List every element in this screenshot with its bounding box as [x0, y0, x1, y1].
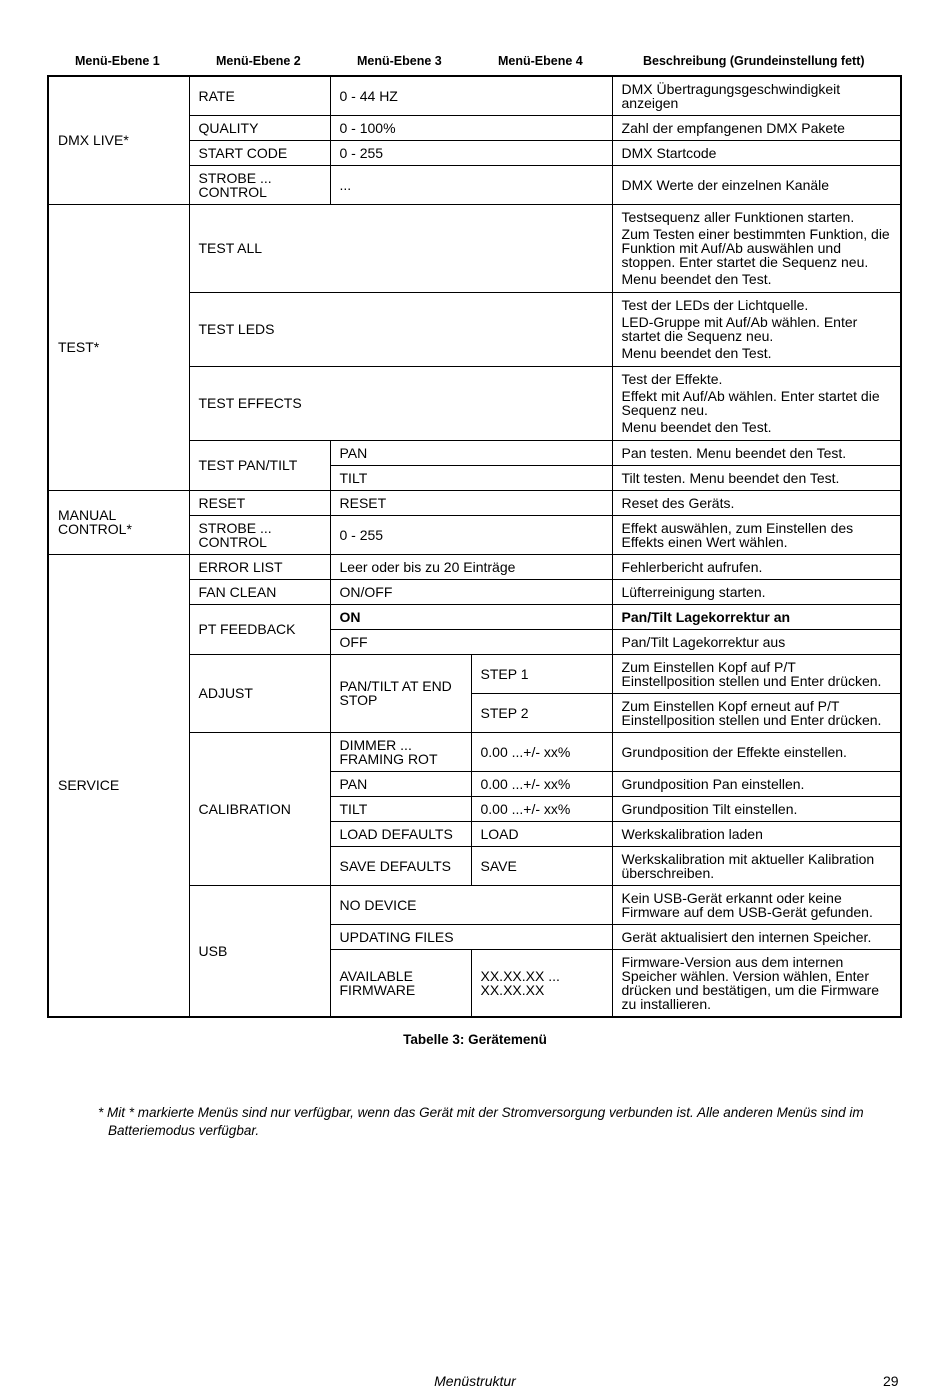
menu-level2-cell: TEST PAN/TILT — [189, 440, 330, 490]
menu-level3-cell: LOAD DEFAULTS — [330, 821, 471, 846]
description-cell: Zum Einstellen Kopf auf P/T Einstellposition stellen und Enter drücken. — [612, 654, 901, 693]
menu-level3-cell: TILT — [330, 796, 471, 821]
device-menu-table — [47, 75, 902, 1018]
menu-level3-cell: AVAILABLE FIRMWARE — [330, 949, 471, 1017]
description-line: Test der Effekte. — [621, 371, 723, 387]
menu-level4-cell: XX.XX.XX ... XX.XX.XX — [471, 949, 612, 1017]
menu-level3-cell: OFF — [330, 629, 612, 654]
menu-level4-cell: LOAD — [471, 821, 612, 846]
menu-level1-test: TEST* — [48, 204, 189, 490]
menu-level3-cell: ON/OFF — [330, 579, 612, 604]
menu-level4-cell: 0.00 ...+/- xx% — [471, 732, 612, 771]
menu-level3-cell: DIMMER ... FRAMING ROT — [330, 732, 471, 771]
description-cell: Pan/Tilt Lagekorrektur aus — [612, 629, 901, 654]
description-cell: Pan testen. Menu beendet den Test. — [612, 440, 901, 465]
table-row — [48, 204, 901, 292]
description-line: Test der LEDs der Lichtquelle. — [621, 297, 809, 313]
column-header-level-4: Menü-Ebene 4 — [498, 54, 583, 68]
menu-level2-cell: STROBE ... CONTROL — [189, 165, 330, 204]
description-cell — [612, 366, 901, 440]
description-cell: Werkskalibration mit aktueller Kalibration überschreiben. — [612, 846, 901, 885]
description-cell: Grundposition Pan einstellen. — [612, 771, 901, 796]
description-line: Testsequenz aller Funktionen starten. — [621, 209, 855, 225]
menu-level3-cell: 0 - 44 HZ — [330, 76, 612, 115]
menu-level1-manual-control: MANUAL CONTROL* — [48, 490, 189, 554]
menu-level4-cell: STEP 1 — [471, 654, 612, 693]
description-cell: DMX Startcode — [612, 140, 901, 165]
menu-level2-cell: START CODE — [189, 140, 330, 165]
menu-level3-cell: 0 - 255 — [330, 140, 612, 165]
description-line: Menu beendet den Test. — [621, 419, 772, 435]
menu-level3-cell: PAN — [330, 440, 612, 465]
menu-level2-cell: ADJUST — [189, 654, 330, 732]
description-line: Zum Testen einer bestimmten Funktion, die Funktion mit Auf/Ab auswählen und stoppen. Enter startet die Sequenz neu. — [621, 226, 890, 270]
table-row — [48, 76, 901, 115]
menu-level2-cell: CALIBRATION — [189, 732, 330, 885]
footnote: * Mit * markierte Menüs sind nur verfügbar, wenn das Gerät mit der Stromversorgung verbunden ist. Alle anderen Menüs sind im Batteriemodus verfügbar. — [98, 1105, 864, 1138]
footer-section-title: Menüstruktur — [434, 1373, 516, 1389]
menu-level4-cell: STEP 2 — [471, 693, 612, 732]
menu-level1-service: SERVICE — [48, 554, 189, 1017]
description-cell: Kein USB-Gerät erkannt oder keine Firmware auf dem USB-Gerät gefunden. — [612, 885, 901, 924]
description-cell: Werkskalibration laden — [612, 821, 901, 846]
menu-level4-cell: SAVE — [471, 846, 612, 885]
description-cell: Grundposition Tilt einstellen. — [612, 796, 901, 821]
menu-level2-cell: QUALITY — [189, 115, 330, 140]
menu-level2-cell: TEST LEDS — [189, 292, 612, 366]
menu-level3-cell: Leer oder bis zu 20 Einträge — [330, 554, 612, 579]
menu-level3-cell: PAN/TILT AT END STOP — [330, 654, 471, 732]
description-cell: Gerät aktualisiert den internen Speicher. — [612, 924, 901, 949]
menu-level2-cell: TEST ALL — [189, 204, 612, 292]
description-line: LED-Gruppe mit Auf/Ab wählen. Enter startet die Sequenz neu. — [621, 314, 858, 344]
menu-level3-cell: TILT — [330, 465, 612, 490]
description-line: Effekt mit Auf/Ab wählen. Enter startet die Sequenz neu. — [621, 388, 880, 418]
menu-level2-cell: FAN CLEAN — [189, 579, 330, 604]
menu-level3-cell: RESET — [330, 490, 612, 515]
table-caption: Tabelle 3: Gerätemenü — [403, 1032, 547, 1047]
column-header-level-1: Menü-Ebene 1 — [75, 54, 160, 68]
menu-level3-cell: NO DEVICE — [330, 885, 612, 924]
page-number: 29 — [883, 1373, 899, 1389]
description-default-cell: Pan/Tilt Lagekorrektur an — [612, 604, 901, 629]
menu-level3-cell: UPDATING FILES — [330, 924, 612, 949]
menu-level3-cell: SAVE DEFAULTS — [330, 846, 471, 885]
menu-level2-cell: PT FEEDBACK — [189, 604, 330, 654]
description-cell: Reset des Geräts. — [612, 490, 901, 515]
menu-level4-cell: 0.00 ...+/- xx% — [471, 796, 612, 821]
column-header-description: Beschreibung (Grundeinstellung fett) — [643, 54, 865, 68]
menu-level3-cell: ... — [330, 165, 612, 204]
menu-level2-cell: STROBE ... CONTROL — [189, 515, 330, 554]
menu-level3-cell: 0 - 255 — [330, 515, 612, 554]
description-cell: Grundposition der Effekte einstellen. — [612, 732, 901, 771]
description-cell — [612, 204, 901, 292]
description-cell: Zum Einstellen Kopf erneut auf P/T Einstellposition stellen und Enter drücken. — [612, 693, 901, 732]
description-cell: DMX Werte der einzelnen Kanäle — [612, 165, 901, 204]
description-cell: Zahl der empfangenen DMX Pakete — [612, 115, 901, 140]
description-cell: Effekt auswählen, zum Einstellen des Effekts einen Wert wählen. — [612, 515, 901, 554]
description-line: Menu beendet den Test. — [621, 271, 772, 287]
column-header-level-3: Menü-Ebene 3 — [357, 54, 442, 68]
menu-level4-cell: 0.00 ...+/- xx% — [471, 771, 612, 796]
menu-level3-cell: 0 - 100% — [330, 115, 612, 140]
menu-level2-cell: USB — [189, 885, 330, 1017]
description-line: Menu beendet den Test. — [621, 345, 772, 361]
menu-level3-cell: PAN — [330, 771, 471, 796]
table-row — [48, 554, 901, 579]
column-header-level-2: Menü-Ebene 2 — [216, 54, 301, 68]
menu-level3-default-cell: ON — [330, 604, 612, 629]
menu-level2-cell: TEST EFFECTS — [189, 366, 612, 440]
description-cell: Firmware-Version aus dem internen Speicher wählen. Version wählen, Enter drücken und bestätigen, um die Firmware zu installieren. — [612, 949, 901, 1017]
description-cell: Fehlerbericht aufrufen. — [612, 554, 901, 579]
description-cell — [612, 292, 901, 366]
menu-level1-dmx-live: DMX LIVE* — [48, 76, 189, 204]
description-cell: Tilt testen. Menu beendet den Test. — [612, 465, 901, 490]
menu-level2-cell: RESET — [189, 490, 330, 515]
table-row — [48, 490, 901, 515]
description-cell: Lüfterreinigung starten. — [612, 579, 901, 604]
menu-level2-cell: ERROR LIST — [189, 554, 330, 579]
description-cell: DMX Übertragungsgeschwindigkeit anzeigen — [612, 76, 901, 115]
menu-level2-cell: RATE — [189, 76, 330, 115]
